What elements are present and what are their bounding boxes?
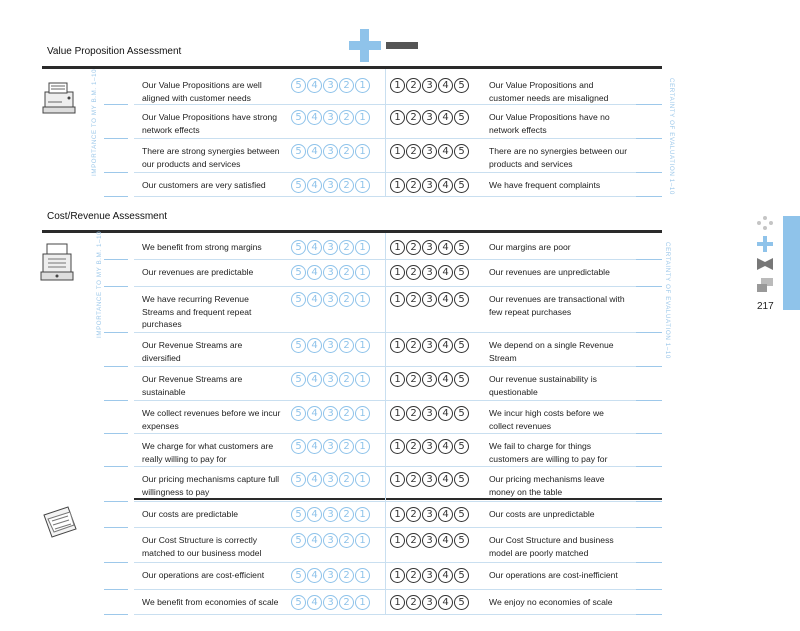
negative-score-3-circle[interactable]: 3	[422, 110, 437, 125]
negative-score-3-circle[interactable]: 3	[422, 406, 437, 421]
cr-certainty-label: CERTAINTY OF EVALUATION 1–10	[664, 242, 671, 359]
negative-statement: We have frequent complaints	[489, 180, 601, 190]
negative-score-1-circle[interactable]: 1	[390, 292, 405, 307]
negative-score-2-circle[interactable]: 2	[406, 265, 421, 280]
value-proposition-title: Value Proposition Assessment	[47, 46, 182, 57]
positive-score-2-circle[interactable]: 2	[339, 240, 354, 255]
positive-score-scale	[291, 595, 370, 610]
row-divider	[134, 172, 662, 173]
negative-score-2-circle[interactable]: 2	[406, 240, 421, 255]
negative-score-scale	[390, 144, 469, 159]
negative-score-scale	[390, 78, 469, 93]
cr-importance-label: IMPORTANCE TO MY B.M. 1–10	[96, 230, 103, 338]
negative-score-3-circle[interactable]: 3	[422, 568, 437, 583]
section-rule	[42, 66, 662, 69]
negative-score-2-circle[interactable]: 2	[406, 292, 421, 307]
positive-statement: Our Value Propositions are well aligned with customer needs	[142, 80, 262, 103]
positive-score-3-circle[interactable]: 3	[323, 507, 338, 522]
negative-score-1-circle[interactable]: 1	[390, 144, 405, 159]
negative-score-5-circle[interactable]: 5	[454, 240, 469, 255]
positive-score-5-circle[interactable]: 5	[291, 78, 306, 93]
positive-statement: Our Value Propositions have strong network effects	[142, 112, 278, 135]
importance-input[interactable]	[104, 400, 128, 401]
positive-statement: Our costs are predictable	[142, 509, 239, 519]
positive-score-3-circle[interactable]: 3	[323, 292, 338, 307]
negative-score-3-circle[interactable]: 3	[422, 507, 437, 522]
costs-rule	[134, 498, 662, 500]
positive-score-5-circle[interactable]: 5	[291, 338, 306, 353]
positive-score-scale	[291, 372, 370, 387]
positive-score-4-circle[interactable]: 4	[307, 568, 322, 583]
positive-score-5-circle[interactable]: 5	[291, 178, 306, 193]
importance-input[interactable]	[104, 614, 128, 615]
negative-score-5-circle[interactable]: 5	[454, 78, 469, 93]
positive-score-3-circle[interactable]: 3	[323, 372, 338, 387]
negative-score-2-circle[interactable]: 2	[406, 78, 421, 93]
chapter-side-tab	[783, 216, 800, 310]
certainty-input[interactable]	[636, 366, 662, 367]
certainty-input[interactable]	[636, 400, 662, 401]
importance-input[interactable]	[104, 196, 128, 197]
positive-statement: Our Cost Structure is correctly matched to our business model	[142, 535, 262, 558]
positive-score-3-circle[interactable]: 3	[323, 144, 338, 159]
certainty-input[interactable]	[636, 172, 662, 173]
positive-score-1-circle[interactable]: 1	[355, 406, 370, 421]
importance-input[interactable]	[104, 589, 128, 590]
negative-statement: Our Cost Structure and business model are poorly matched	[489, 535, 614, 558]
row-divider	[134, 466, 662, 467]
positive-score-1-circle[interactable]: 1	[355, 78, 370, 93]
negative-score-3-circle[interactable]: 3	[422, 178, 437, 193]
negative-score-3-circle[interactable]: 3	[422, 144, 437, 159]
negative-score-1-circle[interactable]: 1	[390, 406, 405, 421]
positive-score-5-circle[interactable]: 5	[291, 144, 306, 159]
importance-input[interactable]	[104, 466, 128, 467]
cost-revenue-title: Cost/Revenue Assessment	[47, 211, 168, 222]
section-nav-icons	[752, 214, 782, 298]
cash-register-icon	[39, 240, 77, 284]
negative-score-2-circle[interactable]: 2	[406, 110, 421, 125]
positive-statement: Our revenues are predictable	[142, 267, 254, 277]
negative-score-5-circle[interactable]: 5	[454, 265, 469, 280]
row-divider	[134, 562, 662, 563]
positive-score-1-circle[interactable]: 1	[355, 568, 370, 583]
row-divider	[134, 259, 662, 260]
positive-score-1-circle[interactable]: 1	[355, 144, 370, 159]
positive-score-3-circle[interactable]: 3	[323, 406, 338, 421]
negative-score-5-circle[interactable]: 5	[454, 568, 469, 583]
positive-score-5-circle[interactable]: 5	[291, 240, 306, 255]
positive-score-3-circle[interactable]: 3	[323, 78, 338, 93]
positive-score-5-circle[interactable]: 5	[291, 439, 306, 454]
positive-statement: Our operations are cost-efficient	[142, 570, 265, 580]
negative-score-4-circle[interactable]: 4	[438, 338, 453, 353]
positive-score-4-circle[interactable]: 4	[307, 240, 322, 255]
negative-score-5-circle[interactable]: 5	[454, 406, 469, 421]
negative-score-4-circle[interactable]: 4	[438, 240, 453, 255]
positive-score-1-circle[interactable]: 1	[355, 372, 370, 387]
positive-score-scale	[291, 439, 370, 454]
certainty-input[interactable]	[636, 614, 662, 615]
negative-score-4-circle[interactable]: 4	[438, 265, 453, 280]
negative-score-4-circle[interactable]: 4	[438, 144, 453, 159]
importance-input[interactable]	[104, 259, 128, 260]
certainty-input[interactable]	[636, 527, 662, 528]
row-divider	[134, 527, 662, 528]
positive-score-4-circle[interactable]: 4	[307, 507, 322, 522]
positive-score-4-circle[interactable]: 4	[307, 338, 322, 353]
negative-score-scale	[390, 265, 469, 280]
positive-score-3-circle[interactable]: 3	[323, 472, 338, 487]
positive-score-3-circle[interactable]: 3	[323, 110, 338, 125]
positive-statement: Our pricing mechanisms capture full willingness to pay	[142, 474, 280, 497]
negative-score-scale	[390, 338, 469, 353]
positive-score-2-circle[interactable]: 2	[339, 292, 354, 307]
negative-score-5-circle[interactable]: 5	[454, 144, 469, 159]
row-divider	[134, 196, 662, 197]
negative-score-5-circle[interactable]: 5	[454, 292, 469, 307]
positive-score-3-circle[interactable]: 3	[323, 595, 338, 610]
positive-score-4-circle[interactable]: 4	[307, 372, 322, 387]
negative-score-scale	[390, 406, 469, 421]
negative-statement: Our margins are poor	[489, 242, 571, 252]
positive-score-1-circle[interactable]: 1	[355, 472, 370, 487]
negative-statement: Our revenues are unpredictable	[489, 267, 610, 277]
positive-statement: Our customers are very satisfied	[142, 180, 266, 190]
positive-statement: We charge for what customers are really willing to pay for	[142, 441, 274, 464]
negative-score-4-circle[interactable]: 4	[438, 533, 453, 548]
negative-score-3-circle[interactable]: 3	[422, 439, 437, 454]
negative-score-1-circle[interactable]: 1	[390, 507, 405, 522]
negative-score-3-circle[interactable]: 3	[422, 265, 437, 280]
negative-score-5-circle[interactable]: 5	[454, 472, 469, 487]
positive-score-4-circle[interactable]: 4	[307, 472, 322, 487]
positive-score-5-circle[interactable]: 5	[291, 507, 306, 522]
positive-score-2-circle[interactable]: 2	[339, 533, 354, 548]
plus-minus-header-icon	[349, 29, 421, 65]
negative-score-1-circle[interactable]: 1	[390, 533, 405, 548]
negative-statement: Our revenue sustainability is questionable	[489, 374, 597, 397]
negative-statement: There are no synergies between our products and services	[489, 146, 628, 169]
positive-statement: We benefit from strong margins	[142, 242, 262, 252]
negative-score-4-circle[interactable]: 4	[438, 472, 453, 487]
positive-score-1-circle[interactable]: 1	[355, 110, 370, 125]
row-divider	[134, 400, 662, 401]
positive-score-5-circle[interactable]: 5	[291, 292, 306, 307]
negative-statement: We fail to charge for things customers are willing to pay for	[489, 441, 608, 464]
negative-score-1-circle[interactable]: 1	[390, 595, 405, 610]
positive-score-3-circle[interactable]: 3	[323, 240, 338, 255]
certainty-input[interactable]	[636, 259, 662, 260]
positive-score-1-circle[interactable]: 1	[355, 439, 370, 454]
section-rule	[42, 230, 662, 233]
positive-score-1-circle[interactable]: 1	[355, 178, 370, 193]
negative-score-3-circle[interactable]: 3	[422, 338, 437, 353]
negative-score-1-circle[interactable]: 1	[390, 338, 405, 353]
importance-input[interactable]	[104, 172, 128, 173]
positive-statement: We collect revenues before we incur expenses	[142, 408, 281, 431]
negative-score-1-circle[interactable]: 1	[390, 439, 405, 454]
negative-score-1-circle[interactable]: 1	[390, 265, 405, 280]
negative-score-5-circle[interactable]: 5	[454, 110, 469, 125]
positive-score-scale	[291, 265, 370, 280]
importance-input[interactable]	[104, 527, 128, 528]
certainty-input[interactable]	[636, 589, 662, 590]
positive-score-4-circle[interactable]: 4	[307, 144, 322, 159]
positive-score-2-circle[interactable]: 2	[339, 110, 354, 125]
negative-score-scale	[390, 439, 469, 454]
positive-score-3-circle[interactable]: 3	[323, 568, 338, 583]
positive-score-5-circle[interactable]: 5	[291, 568, 306, 583]
positive-statement: Our Revenue Streams are diversified	[142, 340, 243, 363]
negative-score-4-circle[interactable]: 4	[438, 78, 453, 93]
negative-score-scale	[390, 507, 469, 522]
negative-score-2-circle[interactable]: 2	[406, 178, 421, 193]
negative-score-2-circle[interactable]: 2	[406, 507, 421, 522]
positive-statement: We benefit from economies of scale	[142, 597, 279, 607]
positive-score-4-circle[interactable]: 4	[307, 78, 322, 93]
negative-score-4-circle[interactable]: 4	[438, 110, 453, 125]
negative-statement: Our operations are cost-inefficient	[489, 570, 618, 580]
positive-statement: We have recurring Revenue Streams and frequent repeat purchases	[142, 294, 252, 329]
positive-score-2-circle[interactable]: 2	[339, 406, 354, 421]
positive-score-1-circle[interactable]: 1	[355, 533, 370, 548]
positive-score-2-circle[interactable]: 2	[339, 265, 354, 280]
row-divider	[134, 286, 662, 287]
positive-score-5-circle[interactable]: 5	[291, 533, 306, 548]
certainty-input[interactable]	[636, 332, 662, 333]
positive-score-1-circle[interactable]: 1	[355, 338, 370, 353]
negative-score-5-circle[interactable]: 5	[454, 178, 469, 193]
negative-score-5-circle[interactable]: 5	[454, 439, 469, 454]
negative-statement: We incur high costs before we collect revenues	[489, 408, 604, 431]
negative-score-1-circle[interactable]: 1	[390, 372, 405, 387]
negative-score-4-circle[interactable]: 4	[438, 439, 453, 454]
positive-score-scale	[291, 568, 370, 583]
positive-score-5-circle[interactable]: 5	[291, 406, 306, 421]
negative-score-3-circle[interactable]: 3	[422, 240, 437, 255]
negative-score-4-circle[interactable]: 4	[438, 178, 453, 193]
negative-score-1-circle[interactable]: 1	[390, 110, 405, 125]
positive-score-scale	[291, 78, 370, 93]
positive-score-1-circle[interactable]: 1	[355, 240, 370, 255]
importance-input[interactable]	[104, 501, 128, 502]
certainty-input[interactable]	[636, 466, 662, 467]
negative-score-scale	[390, 240, 469, 255]
positive-score-1-circle[interactable]: 1	[355, 507, 370, 522]
row-divider	[134, 614, 662, 615]
negative-score-1-circle[interactable]: 1	[390, 78, 405, 93]
certainty-input[interactable]	[636, 104, 662, 105]
positive-score-scale	[291, 144, 370, 159]
negative-statement: Our costs are unpredictable	[489, 509, 595, 519]
vp-certainty-label: CERTAINTY OF EVALUATION 1–10	[668, 78, 675, 195]
positive-score-4-circle[interactable]: 4	[307, 110, 322, 125]
negative-score-5-circle[interactable]: 5	[454, 338, 469, 353]
row-divider	[134, 366, 662, 367]
negative-score-3-circle[interactable]: 3	[422, 78, 437, 93]
negative-score-2-circle[interactable]: 2	[406, 439, 421, 454]
positive-score-5-circle[interactable]: 5	[291, 472, 306, 487]
row-divider	[134, 433, 662, 434]
negative-statement: Our Value Propositions and customer needs are misaligned	[489, 80, 609, 103]
negative-statement: Our pricing mechanisms leave money on the table	[489, 474, 605, 497]
negative-score-4-circle[interactable]: 4	[438, 372, 453, 387]
negative-statement: We enjoy no economies of scale	[489, 597, 613, 607]
positive-score-3-circle[interactable]: 3	[323, 338, 338, 353]
positive-score-3-circle[interactable]: 3	[323, 533, 338, 548]
importance-input[interactable]	[104, 104, 128, 105]
negative-score-4-circle[interactable]: 4	[438, 595, 453, 610]
positive-score-scale	[291, 338, 370, 353]
positive-score-3-circle[interactable]: 3	[323, 178, 338, 193]
negative-score-2-circle[interactable]: 2	[406, 144, 421, 159]
importance-input[interactable]	[104, 332, 128, 333]
positive-score-scale	[291, 178, 370, 193]
negative-statement: Our Value Propositions have no network effects	[489, 112, 610, 135]
receipt-papers-icon	[40, 505, 80, 541]
certainty-input[interactable]	[636, 562, 662, 563]
printer-machine-icon	[40, 80, 80, 118]
negative-score-4-circle[interactable]: 4	[438, 292, 453, 307]
importance-input[interactable]	[104, 433, 128, 434]
positive-score-3-circle[interactable]: 3	[323, 265, 338, 280]
certainty-input[interactable]	[636, 196, 662, 197]
negative-score-4-circle[interactable]: 4	[438, 568, 453, 583]
negative-score-scale	[390, 110, 469, 125]
negative-score-scale	[390, 568, 469, 583]
positive-score-scale	[291, 507, 370, 522]
positive-score-4-circle[interactable]: 4	[307, 439, 322, 454]
positive-score-scale	[291, 240, 370, 255]
negative-score-3-circle[interactable]: 3	[422, 533, 437, 548]
negative-score-scale	[390, 595, 469, 610]
negative-score-2-circle[interactable]: 2	[406, 338, 421, 353]
center-divider	[385, 233, 386, 614]
positive-score-2-circle[interactable]: 2	[339, 439, 354, 454]
negative-score-scale	[390, 178, 469, 193]
negative-score-2-circle[interactable]: 2	[406, 406, 421, 421]
positive-score-1-circle[interactable]: 1	[355, 292, 370, 307]
center-divider	[385, 69, 386, 196]
negative-score-scale	[390, 533, 469, 548]
page-number: 217	[757, 301, 774, 312]
importance-input[interactable]	[104, 366, 128, 367]
negative-score-4-circle[interactable]: 4	[438, 406, 453, 421]
negative-score-scale	[390, 292, 469, 307]
positive-score-2-circle[interactable]: 2	[339, 568, 354, 583]
negative-score-3-circle[interactable]: 3	[422, 292, 437, 307]
positive-score-1-circle[interactable]: 1	[355, 595, 370, 610]
positive-score-2-circle[interactable]: 2	[339, 338, 354, 353]
positive-score-2-circle[interactable]: 2	[339, 178, 354, 193]
row-divider	[134, 138, 662, 139]
positive-score-5-circle[interactable]: 5	[291, 265, 306, 280]
negative-score-1-circle[interactable]: 1	[390, 568, 405, 583]
negative-score-5-circle[interactable]: 5	[454, 507, 469, 522]
negative-score-3-circle[interactable]: 3	[422, 595, 437, 610]
positive-statement: Our Revenue Streams are sustainable	[142, 374, 243, 397]
row-divider	[134, 104, 662, 105]
vp-importance-label: IMPORTANCE TO MY B.M. 1–10	[91, 68, 98, 176]
negative-score-5-circle[interactable]: 5	[454, 595, 469, 610]
certainty-input[interactable]	[636, 138, 662, 139]
positive-score-5-circle[interactable]: 5	[291, 110, 306, 125]
positive-score-scale	[291, 533, 370, 548]
importance-input[interactable]	[104, 562, 128, 563]
positive-score-5-circle[interactable]: 5	[291, 595, 306, 610]
positive-score-4-circle[interactable]: 4	[307, 265, 322, 280]
positive-score-scale	[291, 472, 370, 487]
positive-score-4-circle[interactable]: 4	[307, 595, 322, 610]
positive-score-5-circle[interactable]: 5	[291, 372, 306, 387]
positive-score-scale	[291, 406, 370, 421]
positive-score-2-circle[interactable]: 2	[339, 472, 354, 487]
positive-score-4-circle[interactable]: 4	[307, 292, 322, 307]
positive-score-2-circle[interactable]: 2	[339, 372, 354, 387]
negative-score-5-circle[interactable]: 5	[454, 372, 469, 387]
certainty-input[interactable]	[636, 433, 662, 434]
negative-score-1-circle[interactable]: 1	[390, 240, 405, 255]
positive-score-1-circle[interactable]: 1	[355, 265, 370, 280]
importance-input[interactable]	[104, 138, 128, 139]
negative-score-3-circle[interactable]: 3	[422, 372, 437, 387]
positive-score-4-circle[interactable]: 4	[307, 533, 322, 548]
negative-statement: We depend on a single Revenue Stream	[489, 340, 614, 363]
negative-score-1-circle[interactable]: 1	[390, 472, 405, 487]
positive-score-2-circle[interactable]: 2	[339, 507, 354, 522]
negative-score-scale	[390, 472, 469, 487]
row-divider	[134, 501, 662, 502]
negative-score-scale	[390, 372, 469, 387]
negative-score-2-circle[interactable]: 2	[406, 533, 421, 548]
positive-score-4-circle[interactable]: 4	[307, 406, 322, 421]
certainty-input[interactable]	[636, 501, 662, 502]
positive-statement: There are strong synergies between our products and services	[142, 146, 280, 169]
negative-score-1-circle[interactable]: 1	[390, 178, 405, 193]
positive-score-3-circle[interactable]: 3	[323, 439, 338, 454]
negative-score-4-circle[interactable]: 4	[438, 507, 453, 522]
row-divider	[134, 332, 662, 333]
positive-score-2-circle[interactable]: 2	[339, 78, 354, 93]
positive-score-scale	[291, 292, 370, 307]
positive-score-2-circle[interactable]: 2	[339, 144, 354, 159]
negative-score-2-circle[interactable]: 2	[406, 472, 421, 487]
positive-score-scale	[291, 110, 370, 125]
positive-score-2-circle[interactable]: 2	[339, 595, 354, 610]
negative-statement: Our revenues are transactional with few repeat purchases	[489, 294, 625, 317]
certainty-input[interactable]	[636, 286, 662, 287]
negative-score-2-circle[interactable]: 2	[406, 372, 421, 387]
negative-score-2-circle[interactable]: 2	[406, 568, 421, 583]
negative-score-2-circle[interactable]: 2	[406, 595, 421, 610]
negative-score-3-circle[interactable]: 3	[422, 472, 437, 487]
importance-input[interactable]	[104, 286, 128, 287]
row-divider	[134, 589, 662, 590]
positive-score-4-circle[interactable]: 4	[307, 178, 322, 193]
negative-score-5-circle[interactable]: 5	[454, 533, 469, 548]
